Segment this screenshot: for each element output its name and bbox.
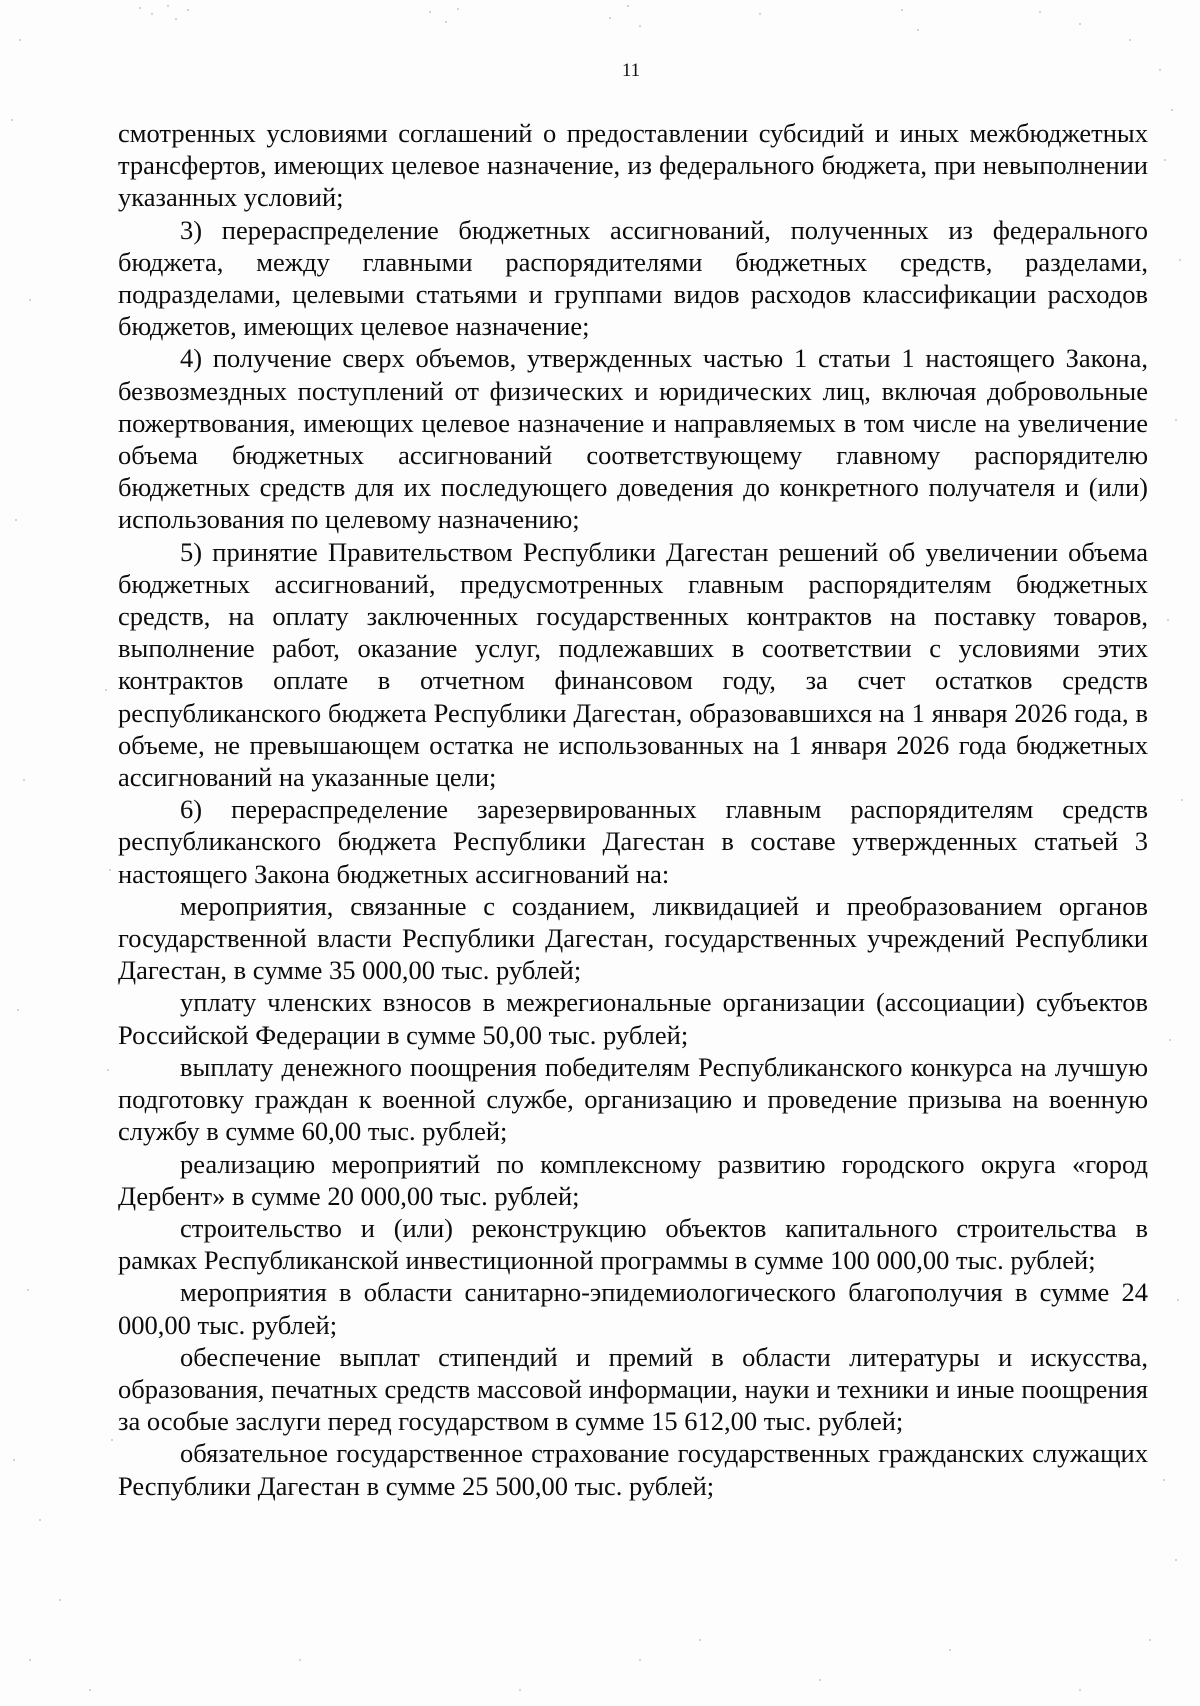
subitem-sanitary: мероприятия в области санитарно-эпидемиологического благополучия в сумме 24 000,00 тыс. рублей; bbox=[118, 1277, 1148, 1340]
subitem-stipends: обеспечение выплат стипендий и премий в области литературы и искусства, образования, печатных средств массовой информации, науки и техники и иные поощрения за особые заслуги перед государством в сумме 15 612,00 тыс. рублей; bbox=[118, 1341, 1148, 1437]
subitem-insurance: обязательное государственное страхование государственных гражданских служащих Республики Дагестан в сумме 25 500,00 тыс. рублей; bbox=[118, 1438, 1148, 1501]
subitem-capital-construction: строительство и (или) реконструкцию объектов капитального строительства в рамках Республиканской инвестиционной программы в сумме 100 000,00 тыс. рублей; bbox=[118, 1212, 1148, 1276]
subitem-military-contest: выплату денежного поощрения победителям Республиканского конкурса на лучшую подготовку граждан к военной службе, организацию и проведение призыва на военную службу в сумме 60,00 тыс. рублей; bbox=[118, 1051, 1148, 1147]
paragraph-item-5: 5) принятие Правительством Республики Дагестан решений об увеличении объема бюджетных ассигнований, предусмотренных главным распорядителям бюджетных средств, на оплату заключенных государственных контрактов на поставку товаров, выполнение работ, оказание услуг, подлежавших в соответствии с условиями этих контрактов оплате в отчетном финансовом году, за счет остатков средств республиканского бюджета Республики Дагестан, образовавшихся на 1 января 2026 года, в объеме, не превышающем остатка не использованных на 1 января 2026 года бюджетных ассигнований на указанные цели; bbox=[118, 536, 1148, 793]
subitem-reorganization: мероприятия, связанные с созданием, ликвидацией и преобразованием органов государственной власти Республики Дагестан, государственных учреждений Республики Дагестан, в сумме 35 000,00 тыс. рублей; bbox=[118, 890, 1148, 986]
paragraph-item-4: 4) получение сверх объемов, утвержденных частью 1 статьи 1 настоящего Закона, безвозмездных поступлений от физических и юридических лиц, включая добровольные пожертвования, имеющих целевое назначение и направляемых в том числе на увеличение объема бюджетных ассигнований соответствующему главному распорядителю бюджетных средств для их последующего доведения до конкретного получателя и (или) использования по целевому назначению; bbox=[118, 343, 1148, 535]
paragraph-continuation: смотренных условиями соглашений о предоставлении субсидий и иных межбюджетных трансфертов, имеющих целевое назначение, из федерального бюджета, при невыполнении указанных условий; bbox=[118, 118, 1148, 213]
page-number: 11 bbox=[621, 60, 641, 81]
paragraph-item-3: 3) перераспределение бюджетных ассигнований, полученных из федерального бюджета, между главными распорядителями бюджетных средств, разделами, подразделами, целевыми статьями и группами видов расходов классификации расходов бюджетов, имеющих целевое назначение; bbox=[118, 214, 1148, 342]
subitem-membership-fees: уплату членских взносов в межрегиональные организации (ассоциации) субъектов Российской Федерации в сумме 50,00 тыс. рублей; bbox=[118, 987, 1148, 1050]
paragraph-item-6: 6) перераспределение зарезервированных главным распорядителям средств республиканского бюджета Республики Дагестан в составе утвержденных статьей 3 настоящего Закона бюджетных ассигнований на: bbox=[118, 794, 1148, 889]
subitem-derbent-development: реализацию мероприятий по комплексному развитию городского округа «город Дербент» в сумме 20 000,00 тыс. рублей; bbox=[118, 1148, 1148, 1211]
document-body bbox=[118, 117, 1148, 1502]
